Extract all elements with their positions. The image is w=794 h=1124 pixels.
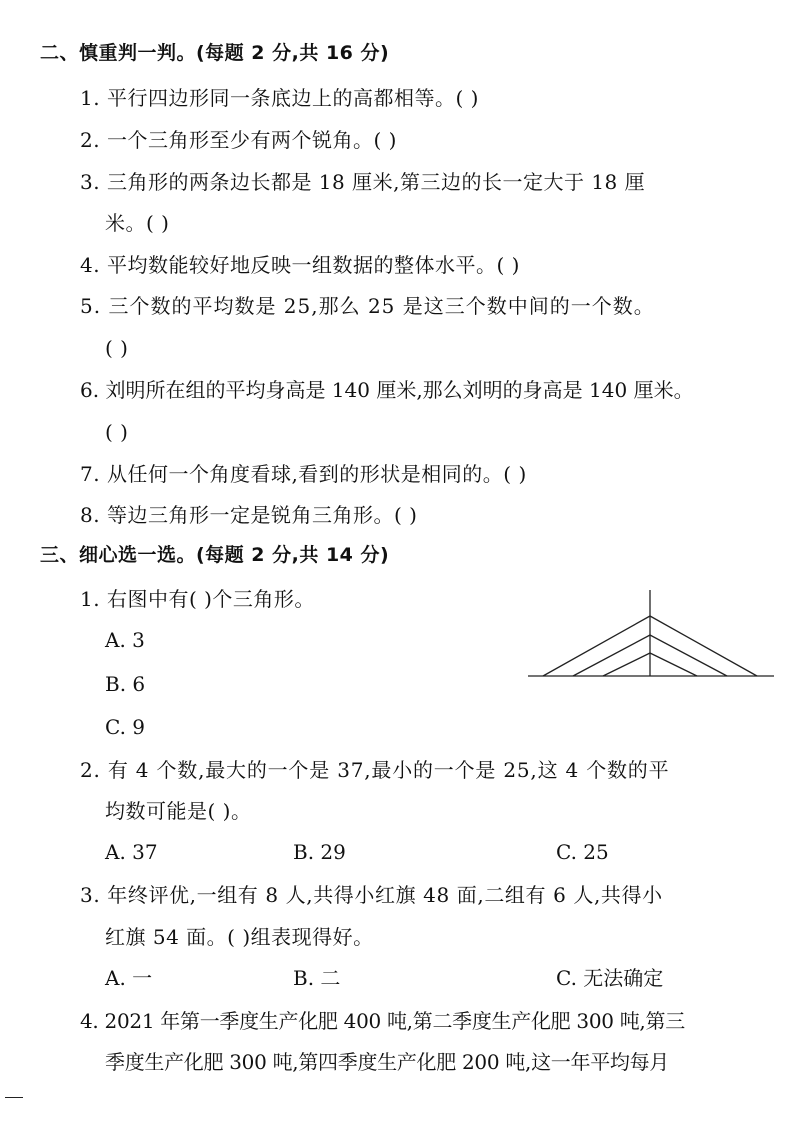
triangle-count-figure	[528, 588, 778, 680]
judge-item-5-line-1: 5. 三个数的平均数是 25,那么 25 是这三个数中间的一个数。	[80, 294, 655, 318]
choice-q3-option-c: C. 无法确定	[556, 966, 664, 990]
choice-q3-option-b: B. 二	[293, 966, 341, 990]
choice-q4-line-2: 季度生产化肥 300 吨,第四季度生产化肥 200 吨,这一年平均每月	[105, 1050, 669, 1074]
figure-left-edge-1	[543, 616, 650, 676]
figure-right-edge-1	[650, 616, 757, 676]
choice-q1-option-c: C. 9	[105, 715, 146, 739]
section-3-heading: 三、细心选一选。(每题 2 分,共 14 分)	[40, 544, 390, 566]
judge-item-2: 2. 一个三角形至少有两个锐角。( )	[80, 128, 397, 152]
judge-item-4: 4. 平均数能较好地反映一组数据的整体水平。( )	[80, 253, 520, 277]
figure-left-edge-2	[573, 635, 650, 676]
judge-item-7: 7. 从任何一个角度看球,看到的形状是相同的。( )	[80, 462, 527, 486]
judge-item-6-line-2: ( )	[105, 420, 129, 444]
choice-q2-option-a: A. 37	[105, 840, 158, 864]
choice-q1-option-b: B. 6	[105, 672, 146, 696]
choice-q3-line-2: 红旗 54 面。( )组表现得好。	[105, 925, 374, 949]
margin-mark	[5, 1097, 23, 1098]
choice-q2-option-b: B. 29	[293, 840, 346, 864]
judge-item-8: 8. 等边三角形一定是锐角三角形。( )	[80, 503, 418, 527]
choice-q2-line-1: 2. 有 4 个数,最大的一个是 37,最小的一个是 25,这 4 个数的平	[80, 758, 670, 782]
judge-item-3-line-2: 米。( )	[105, 211, 170, 235]
judge-item-6-line-1: 6. 刘明所在组的平均身高是 140 厘米,那么刘明的身高是 140 厘米。	[80, 378, 694, 402]
choice-q1-option-a: A. 3	[105, 628, 145, 652]
choice-q3-option-a: A. 一	[105, 966, 153, 990]
section-2-heading: 二、慎重判一判。(每题 2 分,共 16 分)	[40, 42, 390, 64]
choice-q3-line-1: 3. 年终评优,一组有 8 人,共得小红旗 48 面,二组有 6 人,共得小	[80, 883, 663, 907]
choice-q1-stem: 1. 右图中有( )个三角形。	[80, 587, 315, 611]
figure-right-edge-2	[650, 635, 727, 676]
judge-item-5-line-2: ( )	[105, 336, 129, 360]
choice-q4-line-1: 4. 2021 年第一季度生产化肥 400 吨,第二季度生产化肥 300 吨,第三	[80, 1009, 685, 1033]
choice-q2-line-2: 均数可能是( )。	[105, 799, 252, 823]
judge-item-3-line-1: 3. 三角形的两条边长都是 18 厘米,第三边的长一定大于 18 厘	[80, 170, 646, 194]
choice-q2-option-c: C. 25	[556, 840, 609, 864]
judge-item-1: 1. 平行四边形同一条底边上的高都相等。( )	[80, 86, 479, 110]
